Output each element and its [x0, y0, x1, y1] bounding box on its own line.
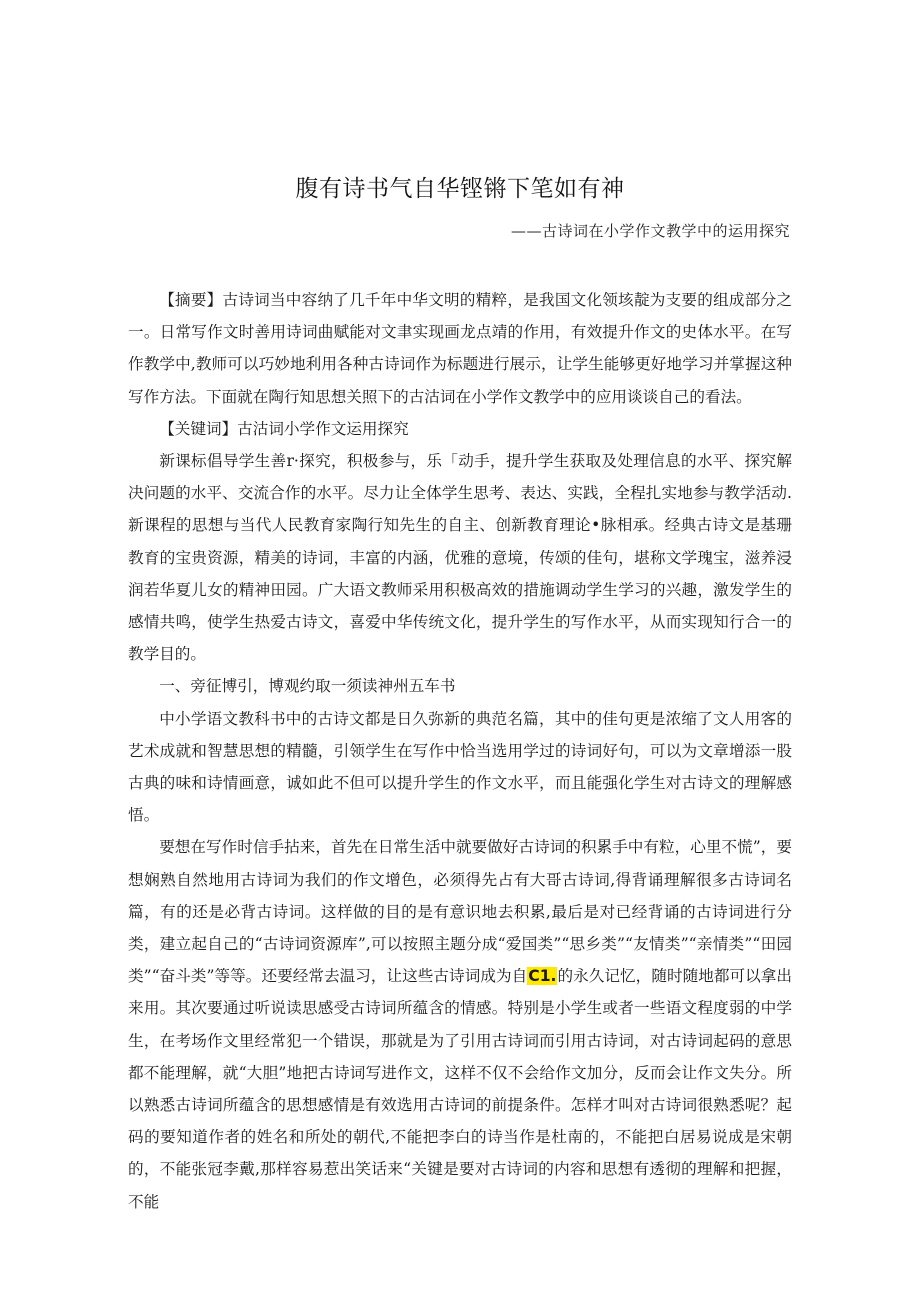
- text-segment: 要想在写作时信手拈来，首先在日常生活中就要做好古诗词的积累手中有粒，心里不慌”，要想娴熟自然地用古诗词为我们的作文增色，必须得先占有大哥古诗词,得背诵理解很多古诗词名篇，有的还是必背古诗词。这样做的目的是有意识地去积累,最后是对已经背诵的古诗词进行分类，建立起自己的“古诗词资源库”,可以按照主题分成“爱国类”“思乡类”“友情类”“亲情类”“田园类”“奋斗类”等等。还要经常去温习，让这些古诗词成为自: [128, 838, 792, 986]
- highlight-mark: C1.: [528, 967, 557, 986]
- text-segment: 的永久记忆，随时随地都可以拿出来用。其次要通过听说读思感受古诗词所蕴含的情感。特别是小学生或者一些语文程度弱的中学生，在考场作文里经常犯一个错误，那就是为了引用古诗词而引用古诗词，对古诗词起码的意思都不能理解，就“大胆”地把古诗词写进作文，这样不仅不会给作文加分，反而会让作文失分。所以熟悉古诗词所蕴含的思想感情是有效选用古诗词的前提条件。怎样才叫对古诗词很熟悉呢？起码的要知道作者的姓名和所处的朝代,不能把李白的诗当作是杜南的，不能把白居易说成是宋朝的，不能张冠李戴,那样容易惹出笑话来“关键是要对古诗词的内容和思想有透彻的理解和把握，不能: [128, 967, 792, 1211]
- keywords-paragraph: 【关键词】古沽词小学作文运用探究: [159, 419, 409, 438]
- body-paragraph-highlighted: [128, 831, 792, 1217]
- document-subtitle: ——古诗词在小学作文教学中的运用探究: [510, 222, 790, 240]
- intro-paragraph: 新课标倡导学生善r·探究，积极参与，乐「动手，提升学生获取及处理信息的水平、探究解决问题的水平、交流合作的水平。尽力让全体学生思考、表达、实践，全程扎实地参与教学活动.新课程的思想与当代人民教育家陶行知先生的自主、创新教育理论•脉相承。经典古诗文是基珊教育的宝贵资源，精美的诗词，丰富的内涵，优雅的意境，传颂的佳句，堪称文学瑰宝，滋养浸润若华夏儿女的精神田园。广大语文教师采用积极高效的措施调动学生学习的兴趣，激发学生的感情共鸣，使学生热爱古诗文，喜爱中华传统文化，提升学生的写作水平，从而实现知行合一的教学目的。: [128, 452, 792, 664]
- section-heading: 一、旁征博引，博观约取一须读神州五车书: [159, 677, 456, 696]
- document-title: 腹有诗书气自华铿锵下笔如有神: [295, 176, 625, 202]
- body-paragraph: 中小学语文教科书中的古诗文都是日久弥新的典范名篇，其中的佳句更是浓缩了文人用客的艺术成就和智慧思想的精髓，引领学生在写作中恰当选用学过的诗词好句，可以为文章增添一股古典的味和诗情画意，诚如此不但可以提升学生的作文水平，而且能强化学生对古诗文的理解感悟。: [128, 709, 792, 825]
- document-body: [128, 284, 792, 1218]
- abstract-paragraph: 【摘要】古诗词当中容纳了几千年中华文明的精粹，是我国文化领垓靛为支要的组成部分之一。日常写作文时善用诗词曲赋能对文聿实现画龙点靖的作用，有效提升作文的史体水平。在写作教学中,教师可以巧妙地利用各种古诗词作为标题进行展示，让学生能够更好地学习并掌握这种写作方法。下面就在陶行知思想关照下的古沽词在小学作文教学中的应用谈谈自己的看法。: [128, 291, 792, 406]
